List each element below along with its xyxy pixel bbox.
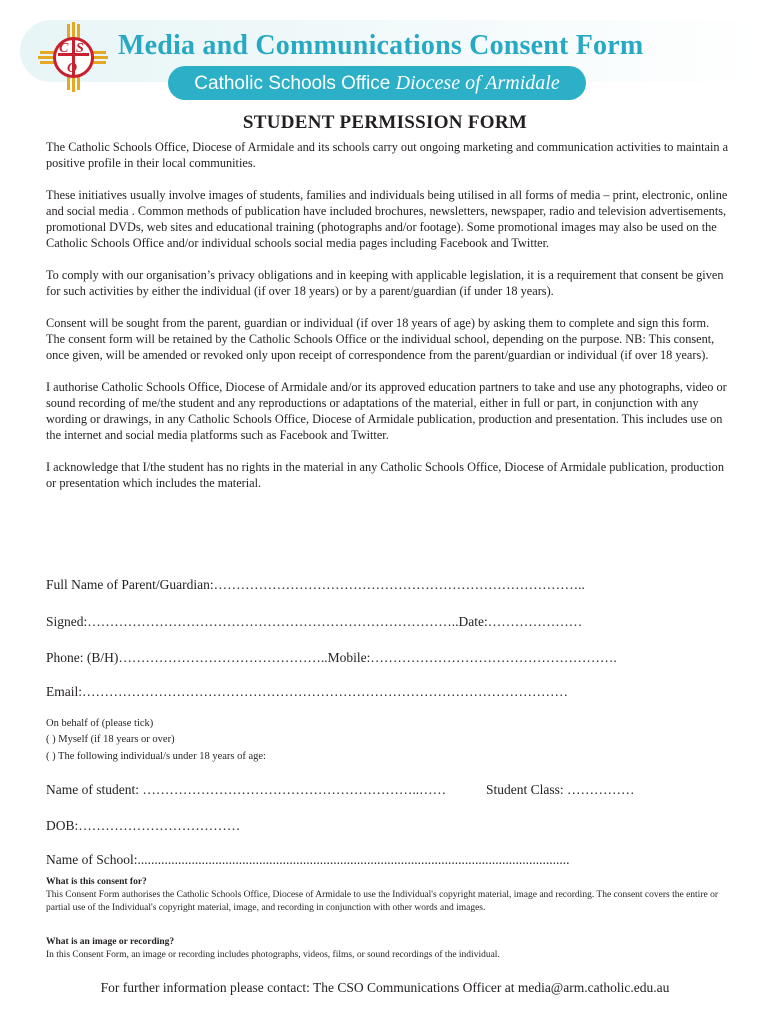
dob-field[interactable]: DOB:……………………………… xyxy=(46,818,241,833)
cso-logo xyxy=(38,22,108,92)
tick-option-myself[interactable]: ( ) Myself (if 18 years or over) xyxy=(46,734,175,745)
paragraph-acknowledge: I acknowledge that I/the student has no rights in the material in any Catholic Schools Office, Diocese of Armidale publication, production or presentation which includes the material. xyxy=(46,460,724,490)
subtitle-diocese: Diocese of Armidale xyxy=(395,72,560,94)
logo-text-c: C xyxy=(59,41,69,56)
faq-consent xyxy=(46,876,726,915)
student-class-field[interactable]: Student Class: …………… xyxy=(486,782,635,797)
subtitle-office: Catholic Schools Office xyxy=(194,73,391,94)
paragraph-authorise: I authorise Catholic Schools Office, Diocese of Armidale and/or its approved education partners to take and use any photographs, video or sound recording of me/the student and any reproductions or adaptations of the material, either in full or part, in conjunction with any wording or drawings, in any Catholic Schools Office, Diocese of Armidale publication, production and presentation. This includes use on the internet and social media platforms such as Facebook and Twitter. xyxy=(46,380,727,442)
faq-image-answer: In this Consent Form, an image or recording includes photographs, videos, films, or sound recordings of the individual. xyxy=(46,950,500,960)
faq-image-question: What is an image or recording? xyxy=(46,937,175,947)
paragraph-privacy: To comply with our organisation’s privacy obligations and in keeping with applicable legislation, it is a requirement that consent be given for such activities by either the individual (if over 18 years) or by a parent/guardian (if under 18 years). xyxy=(46,268,724,298)
consent-text xyxy=(46,139,731,507)
form-title: STUDENT PERMISSION FORM xyxy=(242,112,528,133)
tick-option-under-18[interactable]: ( ) The following individual/s under 18 years of age: xyxy=(46,751,266,762)
footer-contact: For further information please contact: The CSO Communications Officer at media@arm.catholic.edu.au xyxy=(100,980,670,995)
subtitle-pill xyxy=(168,66,586,100)
phone-mobile-field[interactable]: Phone: (B/H)………………………………………..Mobile:………………………………………………. xyxy=(46,650,617,665)
faq-image xyxy=(46,936,726,962)
school-name-field[interactable]: Name of School:................................................................................................................................ xyxy=(46,852,570,867)
paragraph-consent: Consent will be sought from the parent, guardian or individual (if over 18 years of age) by asking them to complete and sign this form. The consent form will be retained by the Catholic Schools Office or the individual school, depending on the purpose. NB: This consent, once given, will be amended or revoked only upon receipt of correspondence from the parent/guardian or individual (if over 18 years). xyxy=(46,316,715,362)
header xyxy=(0,0,770,110)
student-name-field[interactable]: Name of student: ……………………………………………………..…… xyxy=(46,782,447,797)
faq-consent-question: What is this consent for? xyxy=(46,877,147,887)
paragraph-initiatives: These initiatives usually involve images of students, families and individuals being utilised in all forms of media – print, electronic, online and social media . Common methods of publication have included brochures, newsletters, newspaper, radio and television advertisements, promotional DVDs, web sites and educational training (photographs and/or footage). Some promotional images may also be used on the Catholic Schools Office and/or individual schools social media pages including Facebook and Twitter. xyxy=(46,188,728,250)
full-name-field[interactable]: Full Name of Parent/Guardian:……………………………………………………………………….. xyxy=(46,577,585,592)
signed-date-field[interactable]: Signed:………………………………………………………………………..Date:………………… xyxy=(46,614,583,629)
faq-consent-answer: This Consent Form authorises the Catholic Schools Office, Diocese of Armidale to use the Individual's copyright material, image and recording. The consent covers the entire or partial use of the Individual's copyright material, image, and recording in conjunction with other words and images. xyxy=(46,890,718,913)
tick-heading: On behalf of (please tick) xyxy=(46,718,154,729)
page-title: Media and Communications Consent Form xyxy=(118,30,644,61)
logo-text-s: S xyxy=(76,41,84,56)
email-field[interactable]: Email:……………………………………………………………………………………………… xyxy=(46,684,568,699)
logo-text-o: O xyxy=(67,61,78,76)
paragraph-intro: The Catholic Schools Office, Diocese of Armidale and its schools carry out ongoing marketing and communication activities to maintain a positive profile in their local communities. xyxy=(46,140,729,170)
